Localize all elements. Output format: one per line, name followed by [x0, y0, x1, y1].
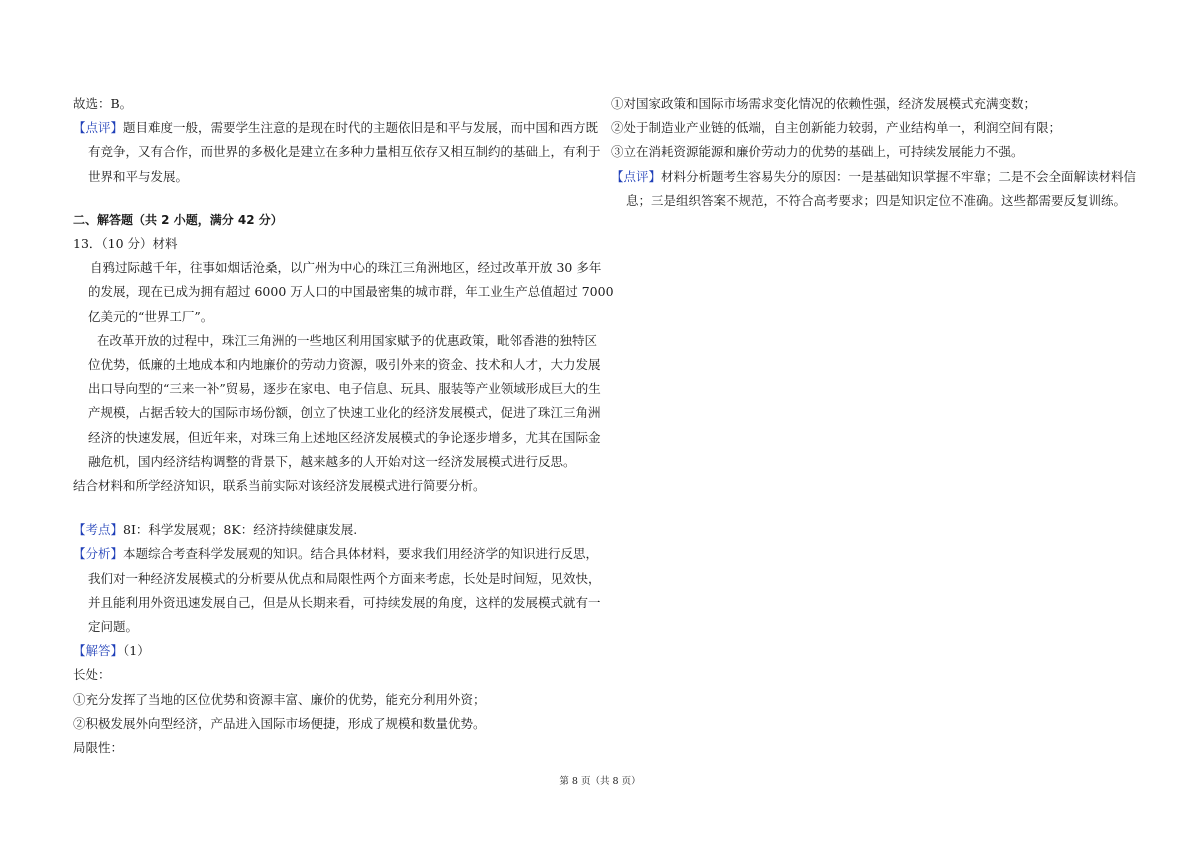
jieda-tag: 【解答】: [73, 643, 124, 659]
review-tag: 【点评】: [611, 168, 662, 184]
review2-line-2: 息；三是组织答案不规范，不符合高考要求；四是知识定位不准确。这些都需要反复训练。: [626, 192, 1127, 208]
review-line-2: 有竞争，又有合作，而世界的多极化是建立在多种力量相互依存又相互制约的基础上，有利于: [88, 144, 601, 160]
strength-item: ①充分发挥了当地的区位优势和资源丰富、廉价的优势，能充分利用外资；: [73, 691, 486, 707]
material-p2-line: 位优势，低廉的土地成本和内地廉价的劳动力资源，吸引外来的资金、技术和人才，大力发展: [88, 357, 601, 373]
question-header: 13．（10 分）材料: [73, 236, 178, 252]
question-prompt: 结合材料和所学经济知识，联系当前实际对该经济发展模式进行简要分析。: [73, 478, 486, 494]
fenxi-line-1: 【分析】本题综合考查科学发展观的知识。结合具体材料，要求我们用经济学的知识进行反思，: [73, 546, 599, 562]
left-column: [73, 92, 614, 760]
review-tag: 【点评】: [73, 120, 124, 136]
kaodian-line: 【考点】8I：科学发展观；8K：经济持续健康发展.: [73, 522, 358, 538]
answer-line: 故选：B。: [73, 96, 133, 111]
fenxi-line-3: 并且能利用外资迅速发展自己，但是从长期来看，可持续发展的角度，这样的发展模式就有一: [88, 594, 601, 610]
fenxi-tag: 【分析】: [73, 546, 124, 562]
review2-line-1: 【点评】材料分析题考生容易失分的原因：一是基础知识掌握不牢靠；二是不会全面解读材料信: [611, 168, 1137, 184]
review-line-3: 世界和平与发展。: [88, 168, 189, 184]
jieda-line: 【解答】（1）: [73, 643, 150, 659]
material-p1-line: 的发展，现在已成为拥有超过 6000 万人口的中国最密集的城市群，年工业生产总值超过 7000: [88, 284, 614, 300]
material-p2-line: 产规模，占据舌较大的国际市场份额，创立了快速工业化的经济发展模式，促进了珠江三角洲: [88, 405, 601, 421]
material-p1-line: 自鸦过际越千年，往事如烟话沧桑，以广州为中心的珠江三角洲地区，经过改革开放 30 多年: [90, 260, 602, 276]
material-p2-line: 出口导向型的“三来一补”贸易，逐步在家电、电子信息、玩具、服装等产业领域形成巨大的生: [88, 381, 601, 397]
limitation-item: ③立在消耗资源能源和廉价劳动力的优势的基础上，可持续发展能力不强。: [611, 144, 1024, 160]
fenxi-line-2: 我们对一种经济发展模式的分析要从优点和局限性两个方面来考虑，长处是时间短，见效快，: [88, 570, 601, 586]
right-column: [611, 92, 1136, 213]
section-heading: 二、解答题（共 2 小题，满分 42 分）: [73, 212, 283, 227]
limitation-item: ②处于制造业产业链的低端，自主创新能力较弱，产业结构单一，利润空间有限；: [611, 120, 1062, 136]
page-footer: 第 8 页（共 8 页）: [559, 776, 641, 787]
strengths-label: 长处：: [73, 667, 111, 683]
material-p2-line: 经济的快速发展，但近年来，对珠三角上述地区经济发展模式的争论逐步增多，尤其在国际金: [88, 429, 601, 445]
review-line-1: 【点评】题目难度一般，需要学生注意的是现在时代的主题依旧是和平与发展，而中国和西方既: [73, 120, 599, 136]
material-p2-line: 融危机，国内经济结构调整的背景下，越来越多的人开始对这一经济发展模式进行反思。: [88, 453, 576, 469]
material-p1-line: 亿美元的“世界工厂”。: [88, 308, 214, 324]
fenxi-line-4: 定问题。: [88, 619, 139, 635]
material-p2-line: 在改革开放的过程中，珠江三角洲的一些地区利用国家赋予的优惠政策，毗邻香港的独特区: [97, 332, 598, 348]
strength-item: ②积极发展外向型经济，产品进入国际市场便捷，形成了规模和数量优势。: [73, 715, 486, 731]
limitation-item: ①对国家政策和国际市场需求变化情况的依赖性强，经济发展模式充满变数；: [611, 96, 1037, 111]
limitations-label: 局限性：: [73, 740, 124, 756]
kaodian-tag: 【考点】: [73, 522, 124, 538]
